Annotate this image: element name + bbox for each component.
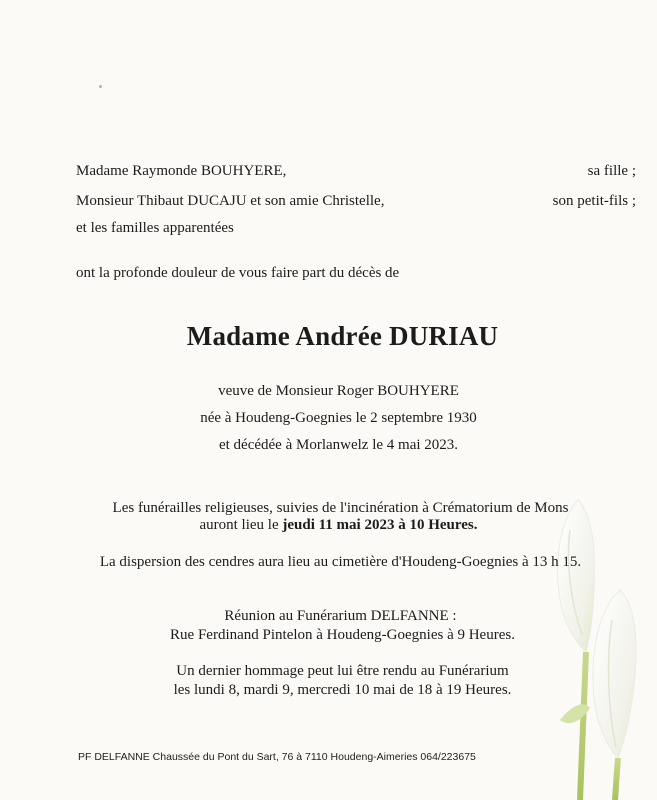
deceased-detail: veuve de Monsieur Roger BOUHYERE — [218, 383, 459, 399]
deceased-detail: et décédée à Morlanwelz le 4 mai 2023. — [218, 437, 459, 453]
tribute-hours: les lundi 8, mardi 9, mercredi 10 mai de 18 à 19 Heures. — [173, 682, 512, 698]
reunion-title: Réunion au Funérarium DELFANNE : — [224, 608, 457, 624]
reunion-address: Rue Ferdinand Pintelon à Houdeng-Goegnies à 9 Heures. — [170, 627, 515, 643]
funeral-text: Les funérailles religieuses, suivies de l'incinération à Crématorium de Mons — [112, 500, 569, 516]
family-member-name: Monsieur Thibaut DUCAJU et son amie Christelle, — [76, 193, 385, 209]
funeral-date: jeudi 11 mai 2023 à 10 Heures. — [282, 517, 478, 533]
family-member-relation: sa fille ; — [587, 163, 636, 179]
dispersion-text: La dispersion des cendres aura lieu au cimetière d'Houdeng-Goegnies à 13 h 15. — [99, 554, 582, 570]
tribute-text: Un dernier hommage peut lui être rendu au Funérarium — [176, 663, 509, 679]
deceased-name: Madame Andrée DURIAU — [186, 321, 499, 351]
family-member-name: et les familles apparentées — [76, 220, 234, 236]
funeral-date-prefix: auront lieu le — [199, 517, 283, 533]
announcement-text: ont la profonde douleur de vous faire part du décès de — [76, 265, 400, 281]
deceased-detail: née à Houdeng-Goegnies le 2 septembre 1930 — [200, 410, 477, 426]
funeral-home-footer: PF DELFANNE Chaussée du Pont du Sart, 76 à 7110 Houdeng-Aimeries 064/223675 — [78, 751, 476, 763]
paper-speck — [99, 85, 102, 88]
family-member-name: Madame Raymonde BOUHYERE, — [76, 163, 287, 179]
family-member-relation: son petit-fils ; — [552, 193, 636, 209]
funeral-date-line — [10, 516, 657, 534]
